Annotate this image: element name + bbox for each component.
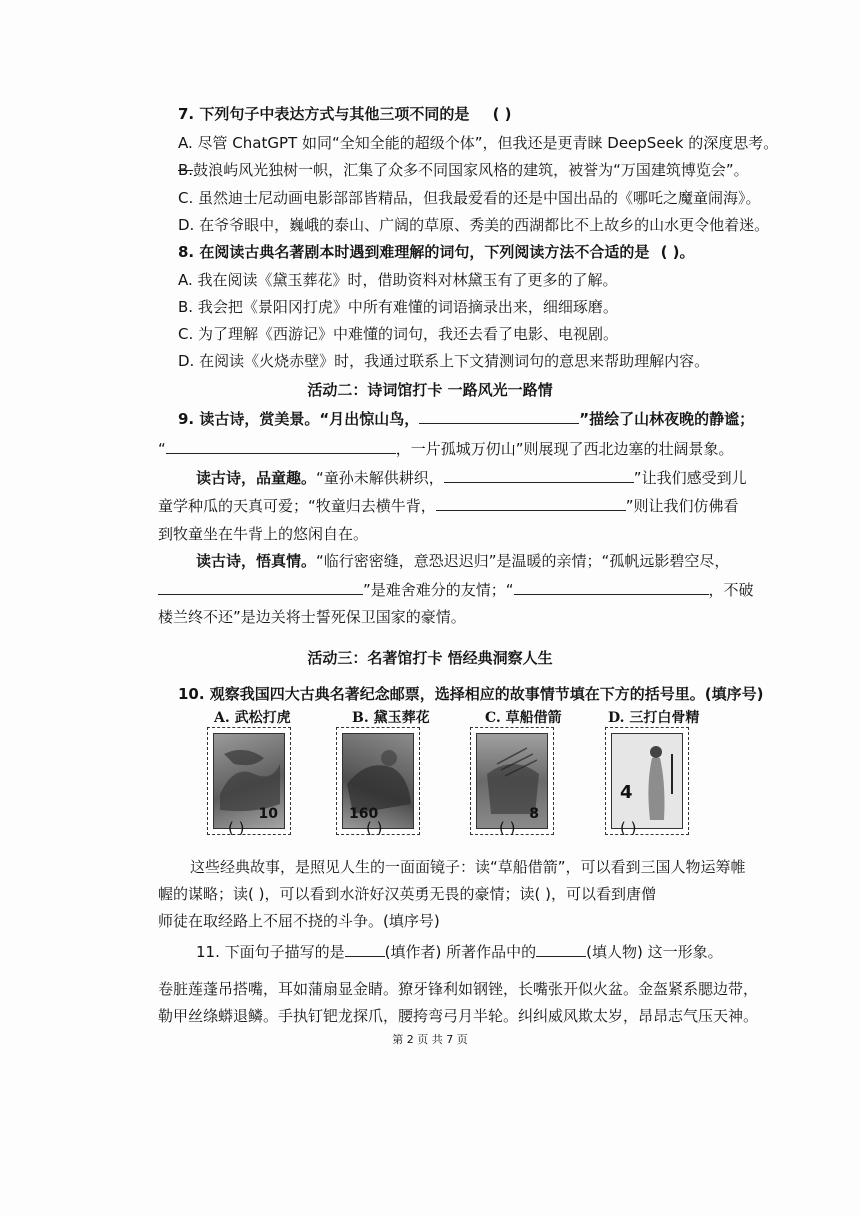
q10-paragraph-line1: 这些经典故事，是照见人生的一面面镜子：读“草船借箭”，可以看到三国人物运筹帷: [190, 858, 746, 876]
q7-option-d: D. 在爷爷眼中，巍峨的泰山、广阔的草原、秀美的西湖都比不上故乡的山水更令他着迷。: [178, 216, 770, 234]
q7-option-b-mark: B.: [178, 161, 194, 179]
stamp-b-answer[interactable]: ( ): [366, 819, 383, 837]
q11-character-blank[interactable]: [536, 941, 586, 957]
stamp-a-value: 10: [258, 806, 278, 822]
q11-author-blank[interactable]: [345, 941, 385, 957]
q9-line2: “ ，一片孤城万仞山”则展现了西北边塞的壮阔景象。: [158, 440, 734, 458]
q11-passage-line2: 勒甲丝绦蟒退鳞。手执钉钯龙探爪，腰挎弯弓月半轮。纠纠威风欺太岁，昂昂志气压天神。: [158, 1007, 759, 1025]
stamp-b-illustration: [342, 733, 414, 829]
stamp-label-a: A. 武松打虎: [214, 710, 291, 726]
q9-line5: 到牧童坐在牛背上的悠闲自在。: [158, 525, 369, 543]
q9-line7: ”是难舍难分的友情；“ ，不破: [158, 579, 754, 600]
stamp-d: [605, 727, 689, 835]
stamp-label-b: B. 黛玉葬花: [352, 710, 430, 726]
q9-blank-5[interactable]: [158, 579, 363, 595]
q7-stem: 7. 下列句子中表达方式与其他三项不同的是 ( ): [178, 105, 512, 123]
q8-option-a: A. 我在阅读《黛玉葬花》时，借助资料对林黛玉有了更多的了解。: [178, 271, 618, 289]
q9-line6: 读古诗，悟真情。“临行密密缝，意恐迟迟归”是温暖的亲情；“孤帆远影碧空尽，: [196, 552, 730, 570]
q11-passage-line1: 卷脏莲蓬吊搭嘴，耳如蒲扇显金睛。獠牙锋利如钢锉，长嘴张开似火盆。金盔紧系腮边带，: [158, 980, 759, 998]
stamp-b-value: 160: [349, 806, 379, 822]
q9-blank-6[interactable]: [514, 579, 709, 595]
stamp-label-d: D. 三打白骨精: [608, 710, 700, 726]
q7-option-a: A. 尽管 ChatGPT 如同“全知全能的超级个体”，但我还是更青睐 DeepSeek 的深度思考。: [178, 134, 779, 152]
q9-blank-3[interactable]: [444, 467, 634, 483]
stamp-d-answer[interactable]: ( ): [620, 819, 637, 837]
q8-option-d: D. 在阅读《火烧赤壁》时，我通过联系上下文猜测词句的意思来帮助理解内容。: [178, 352, 710, 370]
q8-option-b: B. 我会把《景阳冈打虎》中所有难懂的词语摘录出来，细细琢磨。: [178, 298, 618, 316]
page-footer: 第 2 页 共 7 页: [392, 1033, 468, 1046]
stamp-a-illustration: [213, 733, 285, 829]
stamp-c-value: 8: [529, 806, 539, 822]
q9-line4: 童学种瓜的天真可爱；“牧童归去横牛背， ”则让我们仿佛看: [158, 497, 739, 515]
q9-blank-2[interactable]: [166, 438, 396, 454]
stamp-d-value: 4: [620, 782, 633, 803]
q10-paragraph-line3: 师徒在取经路上不屈不挠的斗争。(填序号): [158, 912, 440, 930]
activity3-title: 活动三：名著馆打卡 悟经典洞察人生: [307, 649, 553, 667]
q7-option-b: B.鼓浪屿风光独树一帜，汇集了众多不同国家风格的建筑，被誉为“万国建筑博览会”。: [178, 161, 749, 179]
stamp-c-illustration: [476, 733, 548, 829]
q7-answer-paren[interactable]: ( ): [492, 105, 512, 123]
q11-stem: 11. 下面句子描写的是 (填作者) 所著作品中的 (填人物) 这一形象。: [196, 943, 723, 961]
stamp-label-c: C. 草船借箭: [485, 710, 562, 726]
q9-blank-4[interactable]: [436, 495, 626, 511]
q10-paragraph-line2: 幄的谋略；读( )，可以看到水浒好汉英勇无畏的豪情；读( )，可以看到唐僧: [158, 885, 656, 903]
stamp-c-answer[interactable]: ( ): [499, 819, 516, 837]
q7-option-c: C. 虽然迪士尼动画电影部部皆精品，但我最爱看的还是中国出品的《哪吒之魔童闹海》。: [178, 189, 761, 207]
q8-option-c: C. 为了理解《西游记》中难懂的词句，我还去看了电影、电视剧。: [178, 325, 619, 343]
q9-blank-1[interactable]: [419, 408, 579, 424]
stamp-d-illustration: [611, 733, 683, 829]
q8-stem: 8. 在阅读古典名著剧本时遇到难理解的词句，下列阅读方法不合适的是 ( )。: [178, 243, 695, 261]
q8-answer-paren[interactable]: ( ): [660, 243, 680, 261]
activity2-title: 活动二：诗词馆打卡 一路风光一路情: [307, 381, 553, 399]
q10-stem: 10. 观察我国四大古典名著纪念邮票，选择相应的故事情节填在下方的括号里。(填序号): [178, 685, 764, 703]
q9-line3: 读古诗，品童趣。“童孙未解供耕织， ”让我们感受到儿: [196, 469, 747, 487]
q9-line1: 9. 读古诗，赏美景。“月出惊山鸟， ”描绘了山林夜晚的静谧；: [178, 410, 755, 428]
stamp-a-answer[interactable]: ( ): [228, 819, 245, 837]
stamp-a: [207, 727, 291, 835]
q9-line8: 楼兰终不还”是边关将士誓死保卫国家的豪情。: [158, 608, 466, 626]
